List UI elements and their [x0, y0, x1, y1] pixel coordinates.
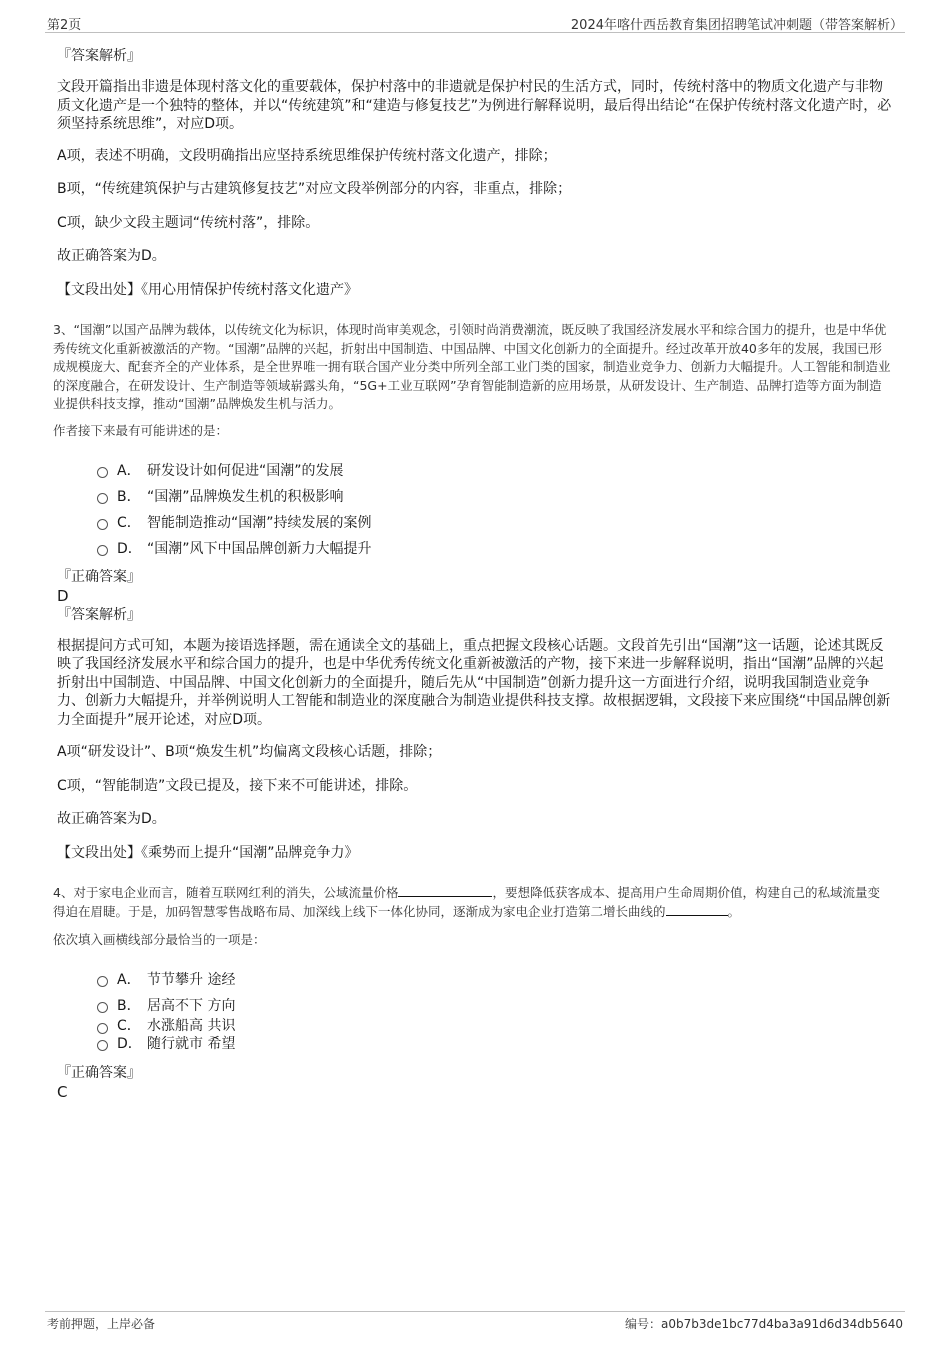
passage-source: 【文段出处】《乘势而上提升“国潮”品牌竞争力》 [57, 844, 359, 861]
fill-blank-2 [666, 903, 728, 916]
document-id: 编号：a0b7b3de1bc77d4ba3a91d6d34db5640 [624, 1317, 903, 1331]
question-3-options [57, 457, 892, 561]
radio-icon[interactable] [97, 1040, 108, 1051]
document-title: 2024年喀什西岳教育集团招聘笔试冲刺题（带答案解析） [570, 18, 903, 33]
radio-icon[interactable] [97, 976, 108, 987]
option-b[interactable]: B． 居高不下 方向 [57, 992, 892, 1018]
question-4-options [57, 966, 892, 1053]
fill-blank-1 [398, 884, 492, 897]
analysis-option-c: C项，“智能制造”文段已提及，接下来不可能讲述，排除。 [57, 777, 418, 794]
radio-icon[interactable] [97, 467, 108, 478]
page-content [53, 46, 892, 1101]
option-c[interactable]: C． 智能制造推动“国潮”持续发展的案例 [57, 509, 892, 535]
radio-icon[interactable] [97, 493, 108, 504]
question-4-text: 4、对于家电企业而言，随着互联网红利的消失，公域流量价格 ，要想降低获客成本、提高用户生命周期价值，构建自己的私域流量变得迫在眉睫。于是，加码智慧零售战略布局、加深线上线下一体化协同，逐渐成为家电企业打造第二增长曲线的 。 [53, 885, 880, 919]
analysis-option-a: A项，表述不明确，文段明确指出应坚持系统思维保护传统村落文化遗产，排除； [57, 147, 557, 164]
option-d[interactable]: D． “国潮”风下中国品牌创新力大幅提升 [57, 535, 892, 561]
footer-slogan: 考前押题，上岸必备 [47, 1317, 156, 1331]
analysis-option-b: B项，“传统建筑保护与古建筑修复技艺”对应文段举例部分的内容，非重点，排除； [57, 181, 572, 197]
correct-answer-heading: 『正确答案』 [57, 1064, 141, 1081]
question-3-prompt: 作者接下来最有可能讲述的是： [53, 422, 229, 438]
analysis-heading: 『答案解析』 [57, 48, 141, 64]
question-3-text: 3、“国潮”以国产品牌为载体，以传统文化为标识，体现时尚审美观念，引领时尚消费潮流，既反映了我国经济发展水平和综合国力的提升，也是中华优秀传统文化重新被激活的产物。“国潮”品牌的兴起，折射出中国制造、中国品牌、中国文化创新力的全面提升。经过改革开放40多年的发展，我国已形成规模庞大、配套齐全的产业体系，是全世界唯一拥有联合国产业分类中所列全部工业门类的国家，制造业竞争力、创新力大幅提升。人工智能和制造业的深度融合，在研发设计、生产制造等领域崭露头角，“5G+工业互联网”孕育智能制造新的应用场景，从研发设计、生产制造、品牌打造等方面为制造业提供科技支撑，推动“国潮”品牌焕发生机与活力。 [53, 322, 891, 412]
option-a[interactable]: A． 节节攀升 途经 [57, 966, 892, 992]
option-b[interactable]: B． “国潮”品牌焕发生机的积极影响 [57, 483, 892, 509]
question-4-prompt: 依次填入画横线部分最恰当的一项是： [53, 932, 266, 948]
analysis-option-c: C项，缺少文段主题词“传统村落”，排除。 [57, 214, 320, 231]
option-c[interactable]: C． 水涨船高 共识 [57, 1018, 892, 1033]
analysis-option-ab: A项“研发设计”、B项“焕发生机”均偏离文段核心话题，排除； [57, 744, 442, 761]
analysis-text: 文段开篇指出非遗是体现村落文化的重要载体，保护村落中的非遗就是保护村民的生活方式，同时，传统村落中的物质文化遗产与非物质文化遗产是一个独特的整体，并以“传统建筑”和“建造与修复技艺”为例进行解释说明，最后得出结论“在保护传统村落文化遗产时，必须坚持系统思维”，对应D项。 [57, 79, 892, 132]
option-d[interactable]: D． 随行就市 希望 [57, 1033, 892, 1053]
analysis-heading: 『答案解析』 [57, 606, 141, 623]
footer-divider [45, 1311, 905, 1312]
correct-answer: C [57, 1082, 68, 1101]
analysis-conclusion: 故正确答案为D。 [57, 811, 166, 828]
radio-icon[interactable] [97, 1002, 108, 1013]
analysis-text: 根据提问方式可知，本题为接语选择题，需在通读全文的基础上，重点把握文段核心话题。文段首先引出“国潮”这一话题，论述其既反映了我国经济发展水平和综合国力的提升，也是中华优秀传统文化重新被激活的产物，接下来进一步解释说明，指出“国潮”品牌的兴起折射出中国制造、中国品牌、中国文化创新力的全面提升，随后先从“中国制造”创新力提升这一方面进行介绍，说明我国制造业竞争力、创新力大幅提升，并举例说明人工智能和制造业的深度融合为制造业提供科技支撑。故根据逻辑，文段接下来应围绕“中国品牌创新力全面提升”展开论述，对应D项。 [57, 637, 891, 728]
page-number: 第2页 [47, 18, 82, 33]
option-a[interactable]: A． 研发设计如何促进“国潮”的发展 [57, 457, 892, 483]
header-divider [45, 32, 905, 33]
correct-answer-heading: 『正确答案』 [57, 568, 141, 585]
radio-icon[interactable] [97, 545, 108, 556]
correct-answer: D [57, 586, 69, 605]
analysis-conclusion: 故正确答案为D。 [57, 248, 166, 264]
radio-icon[interactable] [97, 519, 108, 530]
passage-source: 【文段出处】《用心用情保护传统村落文化遗产》 [57, 281, 358, 298]
page-header [0, 0, 950, 32]
